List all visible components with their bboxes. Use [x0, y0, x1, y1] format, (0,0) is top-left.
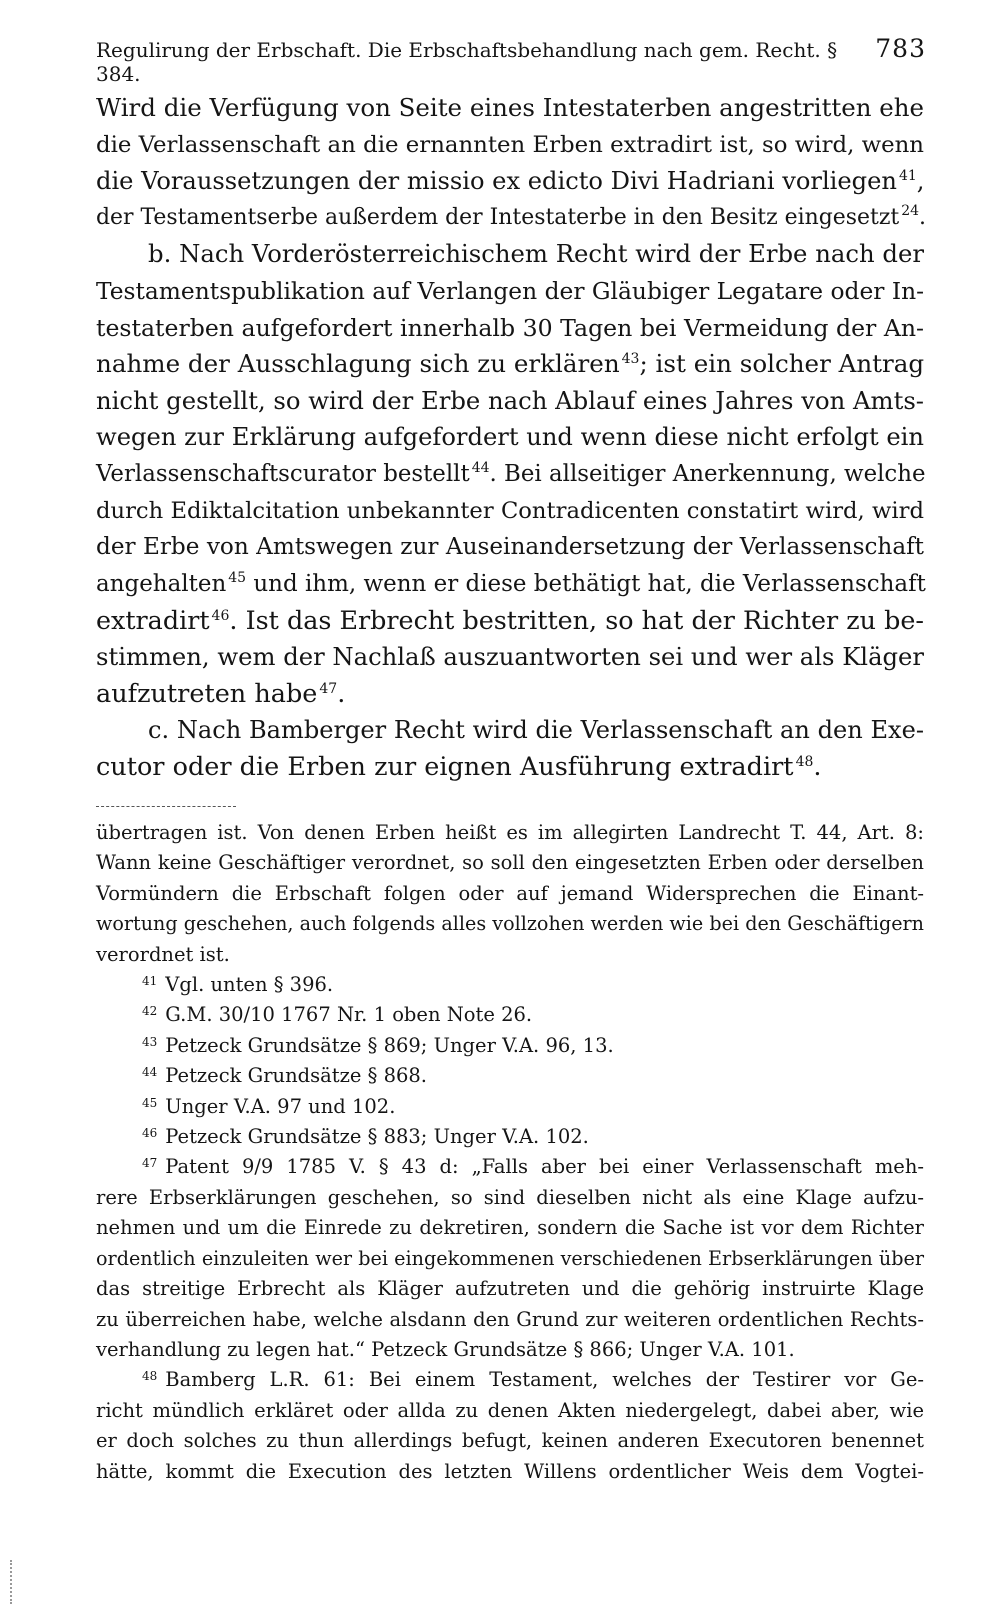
- text-line: nahme der Ausschlagung sich zu erklären $^{43}$; ist ein solcher Antrag: [96, 349, 925, 379]
- footnote-ref: 43: [621, 351, 640, 368]
- footnote-48: $^{48}$ Bamberg L.R. 61: Bei einem Testament, welches der Testirer vor Ge-: [142, 1368, 924, 1392]
- text-line: der Testamentserbe außerdem der Intestaterbe in den Besitz eingesetzt $^{24}$.: [96, 202, 927, 230]
- footnote-number: 43: [142, 1034, 158, 1049]
- footnote-number: 48: [142, 1369, 158, 1384]
- page-header: [96, 34, 926, 86]
- footnote-line: verordnet ist.: [96, 942, 230, 966]
- footnote-45: $^{45}$ Unger V.A. 97 und 102.: [142, 1094, 396, 1118]
- footnote-ref: 46: [211, 608, 230, 625]
- footnote-47: $^{47}$ Patent 9/9 1785 V. § 43 d: „Falls aber bei einer Verlassenschaft meh-: [142, 1155, 924, 1179]
- footnote-line: Vormündern die Erbschaft folgen oder auf jemand Widersprechen die Einant-: [96, 881, 924, 905]
- footnote-46: $^{46}$ Petzeck Grundsätze § 883; Unger V.A. 102.: [142, 1125, 589, 1149]
- footnote-ref: 24: [901, 202, 920, 219]
- footnote-line: richt mündlich erkläret oder allda zu denen Akten niedergelegt, dabei aber, wie: [96, 1398, 924, 1422]
- text-line: angehalten $^{45}$ und ihm, wenn er diese bethätigt hat, die Verlassenschaft: [96, 569, 926, 597]
- main-text: [96, 90, 927, 785]
- footnote-line: übertragen ist. Von denen Erben heißt es im allegirten Landrecht T. 44, Art. 8:: [96, 821, 924, 844]
- text-line: c. Nach Bamberger Recht wird die Verlassenschaft an den Exe-: [148, 716, 924, 745]
- text-line: aufzutreten habe $^{47}$.: [96, 678, 346, 709]
- footnote-line: rere Erbserklärungen geschehen, so sind dieselben nicht als eine Klage aufzu-: [96, 1185, 924, 1209]
- text-line: b. Nach Vorderösterreichischem Recht wird der Erbe nach der: [148, 239, 924, 269]
- text-line: die Voraussetzungen der missio ex edicto Divi Hadriani vorliegen $^{41}$,: [96, 167, 925, 196]
- page-number: 783: [875, 34, 926, 63]
- text-line: Wird die Verfügung von Seite eines Intestaterben angestritten ehe: [96, 93, 924, 122]
- footnote-line: nehmen und um die Einrede zu dekretiren, sondern die Sache ist vor dem Richter: [96, 1216, 924, 1240]
- footnote-ref: 48: [795, 753, 814, 770]
- footnote-line: er doch solches zu thun allerdings befugt, keinen anderen Executoren benennet: [96, 1429, 924, 1453]
- footnote-line: wortung geschehen, auch folgends alles vollzohen werden wie bei den Geschäftigern: [96, 912, 924, 936]
- text-line: stimmen, wem der Nachlaß auszuantworten sei und wer als Kläger: [96, 641, 924, 671]
- footnote-41: $^{41}$ Vgl. unten § 396.: [142, 973, 334, 997]
- footnote-number: 46: [142, 1126, 158, 1141]
- footnote-44: $^{44}$ Petzeck Grundsätze § 868.: [142, 1064, 427, 1088]
- footnotes: [96, 818, 924, 1487]
- text-line: Verlassenschaftscurator bestellt $^{44}$. Bei allseitiger Anerkennung, welche: [96, 459, 926, 487]
- footnote-42: $^{42}$ G.M. 30/10 1767 Nr. 1 oben Note 26.: [142, 1003, 533, 1027]
- text-line: durch Ediktalcitation unbekannter Contradicenten constatirt wird, wird: [96, 497, 924, 524]
- footnote-number: 47: [142, 1156, 158, 1171]
- text-line: wegen zur Erklärung aufgefordert und wenn diese nicht erfolgt ein: [96, 423, 924, 452]
- footnote-43: $^{43}$ Petzeck Grundsätze § 869; Unger V.A. 96, 13.: [142, 1033, 614, 1057]
- text-line: Testamentspublikation auf Verlangen der Gläubiger Legatare oder In-: [96, 276, 924, 305]
- footnote-line: hätte, kommt die Execution des letzten Willens ordentlicher Weis dem Vogtei-: [96, 1459, 924, 1483]
- text-line: testaterben aufgefordert innerhalb 30 Tagen bei Vermeidung der An-: [96, 313, 924, 342]
- footnote-ref: 41: [898, 168, 917, 185]
- running-title: Regulirung der Erbschaft. Die Erbschaftsbehandlung nach gem. Recht. § 384.: [96, 38, 838, 86]
- text-line: der Erbe von Amtswegen zur Auseinandersetzung der Verlassenschaft: [96, 534, 924, 561]
- footnote-number: 44: [142, 1065, 158, 1080]
- text-line: extradirt $^{46}$. Ist das Erbrecht bestritten, so hat der Richter zu be-: [96, 605, 924, 636]
- footnote-ref: 44: [471, 459, 490, 476]
- footnote-number: 45: [142, 1095, 158, 1110]
- footnote-ref: 45: [228, 569, 247, 586]
- footnote-line: das streitige Erbrecht als Kläger aufzutreten und die gehörig instruirte Klage: [96, 1277, 924, 1301]
- scan-margin-mark: [10, 1560, 14, 1604]
- footnote-line: Wann keine Geschäftiger verordnet, so soll den eingesetzten Erben oder derselben: [96, 851, 924, 875]
- footnote-separator: [96, 806, 236, 807]
- footnote-line: verhandlung zu legen hat.“ Petzeck Grundsätze § 866; Unger V.A. 101.: [96, 1337, 795, 1361]
- text-line: die Verlassenschaft an die ernannten Erben extradirt ist, so wird, wenn: [96, 131, 924, 158]
- footnote-line: zu überreichen habe, welche alsdann den Grund zur weiteren ordentlichen Rechts-: [96, 1307, 924, 1331]
- footnote-line: ordentlich einzuleiten wer bei eingekommenen verschiedenen Erbserklärungen über: [96, 1246, 924, 1270]
- footnote-number: 41: [142, 974, 158, 989]
- footnote-number: 42: [142, 1004, 158, 1019]
- text-line: cutor oder die Erben zur eignen Ausführung extradirt $^{48}$.: [96, 751, 822, 782]
- text-line: nicht gestellt, so wird der Erbe nach Ablauf eines Jahres von Amts-: [96, 385, 924, 415]
- footnote-ref: 47: [319, 680, 338, 697]
